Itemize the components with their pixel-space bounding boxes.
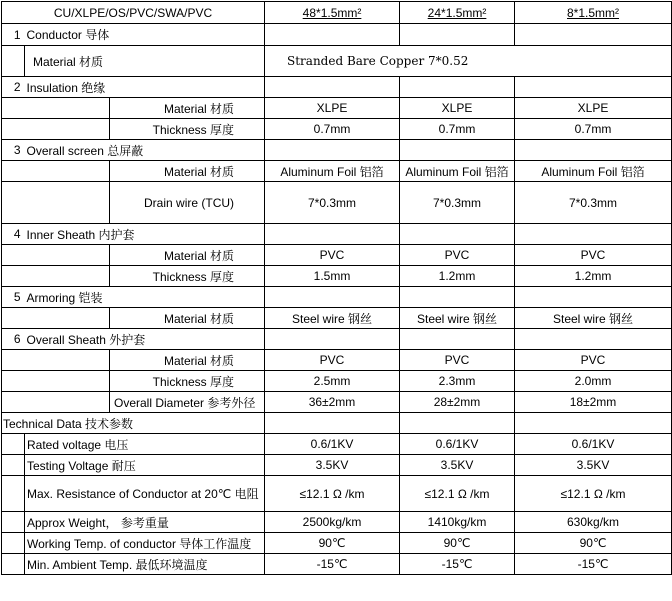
row-value: 2500kg/km: [265, 512, 400, 533]
tech-row: [2, 554, 672, 575]
row-label: Working Temp. of conductor 导体工作温度: [25, 533, 265, 554]
row-value: 2.0mm: [515, 371, 672, 392]
row-value: 7*0.3mm: [515, 182, 672, 224]
row-label: Material 材质: [110, 350, 265, 371]
row-value: 2.5mm: [265, 371, 400, 392]
row-value: Aluminum Foil 铝箔: [400, 161, 515, 182]
row-value: ≤12.1 Ω /km: [265, 476, 400, 512]
section-number: 1: [2, 24, 25, 46]
row-label: Thickness 厚度: [110, 371, 265, 392]
row-label: Material 材质: [110, 308, 265, 329]
row-value: 36±2mm: [265, 392, 400, 413]
row-value: 90℃: [400, 533, 515, 554]
row-label: Testing Voltage 耐压: [25, 455, 265, 476]
row-value: Steel wire 钢丝: [400, 308, 515, 329]
section-number: 5: [2, 287, 25, 308]
row-value: 1410kg/km: [400, 512, 515, 533]
row-value: XLPE: [265, 98, 400, 119]
row-label: Material 材质: [110, 98, 265, 119]
section-title: Inner Sheath 内护套: [25, 224, 265, 245]
row-value: 1.2mm: [400, 266, 515, 287]
row-value: XLPE: [400, 98, 515, 119]
tech-row: [2, 476, 672, 512]
header-col-8: 8*1.5mm²: [515, 2, 672, 24]
row-value: -15℃: [400, 554, 515, 575]
spec-sheet: [1, 1, 671, 598]
spec-table: [1, 1, 672, 575]
section-header: [2, 24, 672, 46]
tech-row: [2, 434, 672, 455]
row-value: PVC: [265, 245, 400, 266]
section-header: [2, 224, 672, 245]
row-label: Rated voltage 电压: [25, 434, 265, 455]
header-col-24: 24*1.5mm²: [400, 2, 515, 24]
section-header: [2, 140, 672, 161]
row-value: -15℃: [265, 554, 400, 575]
row-value: 0.6/1KV: [265, 434, 400, 455]
row-value: 0.6/1KV: [515, 434, 672, 455]
row-value: Steel wire 钢丝: [515, 308, 672, 329]
header-col-48: 48*1.5mm²: [265, 2, 400, 24]
row-value: 3.5KV: [515, 455, 672, 476]
section-title: Conductor 导体: [25, 24, 265, 46]
row-label: Material 材质: [110, 161, 265, 182]
row-value: Steel wire 钢丝: [265, 308, 400, 329]
row-label: Max. Resistance of Conductor at 20℃ 电阻: [25, 476, 265, 512]
row-value: 18±2mm: [515, 392, 672, 413]
row-merged-value: Stranded Bare Copper 7*0.52: [265, 46, 672, 77]
spec-row: [2, 266, 672, 287]
row-value: -15℃: [515, 554, 672, 575]
tech-row: [2, 533, 672, 554]
row-value: 28±2mm: [400, 392, 515, 413]
section-number: 3: [2, 140, 25, 161]
row-value: 3.5KV: [400, 455, 515, 476]
header-title: CU/XLPE/OS/PVC/SWA/PVC: [2, 2, 265, 24]
row-label: Overall Diameter 参考外径: [110, 392, 265, 413]
row-label: Approx Weight， 参考重量: [25, 512, 265, 533]
tech-row: [2, 455, 672, 476]
header-row: [2, 2, 672, 24]
section-header: [2, 287, 672, 308]
row-value: 630kg/km: [515, 512, 672, 533]
section-number: 6: [2, 329, 25, 350]
section-header: [2, 329, 672, 350]
row-label: Material 材质: [25, 46, 265, 77]
row-value: PVC: [400, 350, 515, 371]
spec-row: [2, 308, 672, 329]
spec-row: [2, 182, 672, 224]
row-value: PVC: [515, 245, 672, 266]
section-title: Overall Sheath 外护套: [25, 329, 265, 350]
row-value: 1.5mm: [265, 266, 400, 287]
spec-row: [2, 371, 672, 392]
section-title: Overall screen 总屏蔽: [25, 140, 265, 161]
section-header: [2, 413, 672, 434]
row-value: 7*0.3mm: [265, 182, 400, 224]
tech-row: [2, 512, 672, 533]
row-value: 3.5KV: [265, 455, 400, 476]
section-title: Technical Data 技术参数: [2, 413, 265, 434]
row-value: 90℃: [265, 533, 400, 554]
section-title: Insulation 绝缘: [25, 77, 265, 98]
spec-row: [2, 392, 672, 413]
row-label: Thickness 厚度: [110, 266, 265, 287]
section-number: 4: [2, 224, 25, 245]
row-value: Aluminum Foil 铝箔: [265, 161, 400, 182]
row-label: Material 材质: [110, 245, 265, 266]
row-value: PVC: [400, 245, 515, 266]
row-label: Min. Ambient Temp. 最低环境温度: [25, 554, 265, 575]
section-number: 2: [2, 77, 25, 98]
spec-row: [2, 46, 672, 77]
row-value: 0.7mm: [400, 119, 515, 140]
row-value: 1.2mm: [515, 266, 672, 287]
row-value: 0.7mm: [265, 119, 400, 140]
spec-row: [2, 245, 672, 266]
row-value: Aluminum Foil 铝箔: [515, 161, 672, 182]
spec-row: [2, 98, 672, 119]
row-value: 90℃: [515, 533, 672, 554]
row-value: PVC: [265, 350, 400, 371]
section-title: Armoring 铠装: [25, 287, 265, 308]
row-value: XLPE: [515, 98, 672, 119]
spec-row: [2, 350, 672, 371]
row-value: 0.7mm: [515, 119, 672, 140]
section-header: [2, 77, 672, 98]
row-value: ≤12.1 Ω /km: [400, 476, 515, 512]
row-value: 0.6/1KV: [400, 434, 515, 455]
row-value: 7*0.3mm: [400, 182, 515, 224]
row-value: ≤12.1 Ω /km: [515, 476, 672, 512]
row-label: Thickness 厚度: [110, 119, 265, 140]
row-value: PVC: [515, 350, 672, 371]
row-value: 2.3mm: [400, 371, 515, 392]
spec-row: [2, 161, 672, 182]
row-label: Drain wire (TCU): [110, 182, 265, 224]
spec-row: [2, 119, 672, 140]
